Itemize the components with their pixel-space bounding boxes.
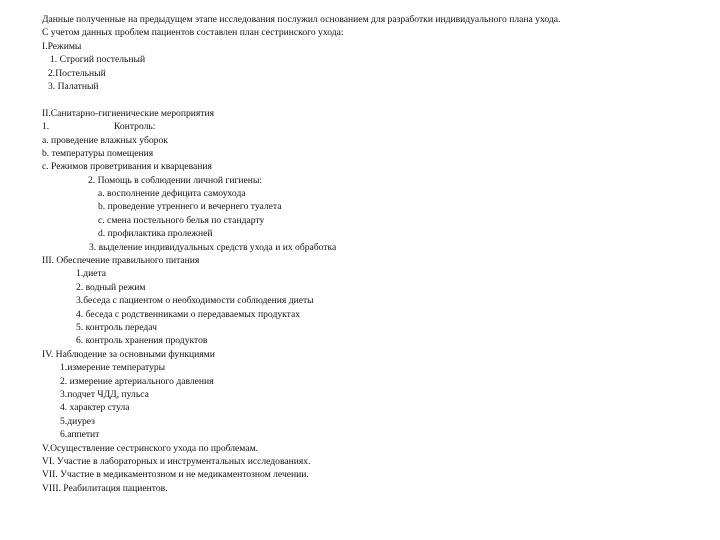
hygiene-title: 2. Помощь в соблюдении личной гигиены: — [88, 174, 263, 186]
hygiene-item: d. профилактика пролежней — [98, 228, 213, 240]
section-2-item-3: 3. выделение индивидуальных средств ухода и их обработка — [89, 241, 337, 253]
hygiene-item: c. смена постельного белья по стандарту — [98, 214, 265, 226]
hygiene-item: a. восполнение дефицита самоухода — [98, 188, 246, 200]
monitoring-item: 3.подчет ЧДД, пульса — [60, 388, 149, 400]
intro-line: С учетом данных проблем пациентов составлен план сестринского ухода: — [42, 27, 344, 39]
control-item: c. Режимов проветривания и кварцевания — [42, 161, 212, 173]
nursing-plan-document — [42, 13, 702, 495]
control-line — [42, 120, 702, 133]
blank-line — [42, 93, 702, 106]
section-3-title: III. Обеспечение правильного питания — [42, 255, 200, 267]
closing-line: VI. Участие в лабораторных и инструментальных исследованиях. — [42, 455, 311, 467]
section-1-item: 2.Постельный — [48, 67, 106, 79]
monitoring-item: 4. характер стула — [60, 402, 130, 414]
closing-line: VII. Участие в медикаментозном и не медикаментозном лечении. — [42, 469, 309, 481]
nutrition-item: 6. контроль хранения продуктов — [76, 335, 208, 347]
nutrition-item: 2. водный режим — [76, 281, 146, 293]
nutrition-item: 1.диета — [76, 268, 107, 280]
section-1-item: 1. Строгий постельный — [50, 54, 146, 66]
section-4-title: IV. Наблюдение за основными функциями — [42, 348, 215, 360]
hygiene-item: b. проведение утреннего и вечернего туалета — [98, 201, 282, 213]
section-2-title: II.Санитарно-гигиенические мероприятия — [42, 107, 215, 119]
control-item: b. температуры помещения — [42, 147, 154, 159]
nutrition-item: 4. беседа с родственниками о передаваемых продуктах — [76, 308, 301, 320]
monitoring-item: 1.измерение температуры — [60, 362, 166, 374]
control-item: a. проведение влажных уборок — [42, 134, 168, 146]
section-1-title: I.Режимы — [42, 40, 82, 52]
monitoring-item: 2. измерение артериального давления — [60, 375, 214, 387]
control-number: 1. — [42, 121, 50, 133]
nutrition-item: 3.беседа с пациентом о необходимости соблюдения диеты — [76, 295, 314, 307]
nutrition-item: 5. контроль передач — [76, 321, 157, 333]
closing-line: VIII. Реабилитация пациентов. — [42, 482, 168, 494]
closing-line: V.Осуществление сестринского ухода по проблемам. — [42, 442, 259, 454]
control-label: Контроль: — [114, 121, 156, 133]
section-1-item: 3. Палатный — [48, 80, 99, 92]
monitoring-item: 6.аппетит — [60, 429, 100, 441]
monitoring-item: 5.диурез — [60, 415, 95, 427]
intro-line: Данные полученные на предыдущем этапе исследования послужил основанием для разработки индивидуального плана ухода. — [42, 14, 561, 25]
